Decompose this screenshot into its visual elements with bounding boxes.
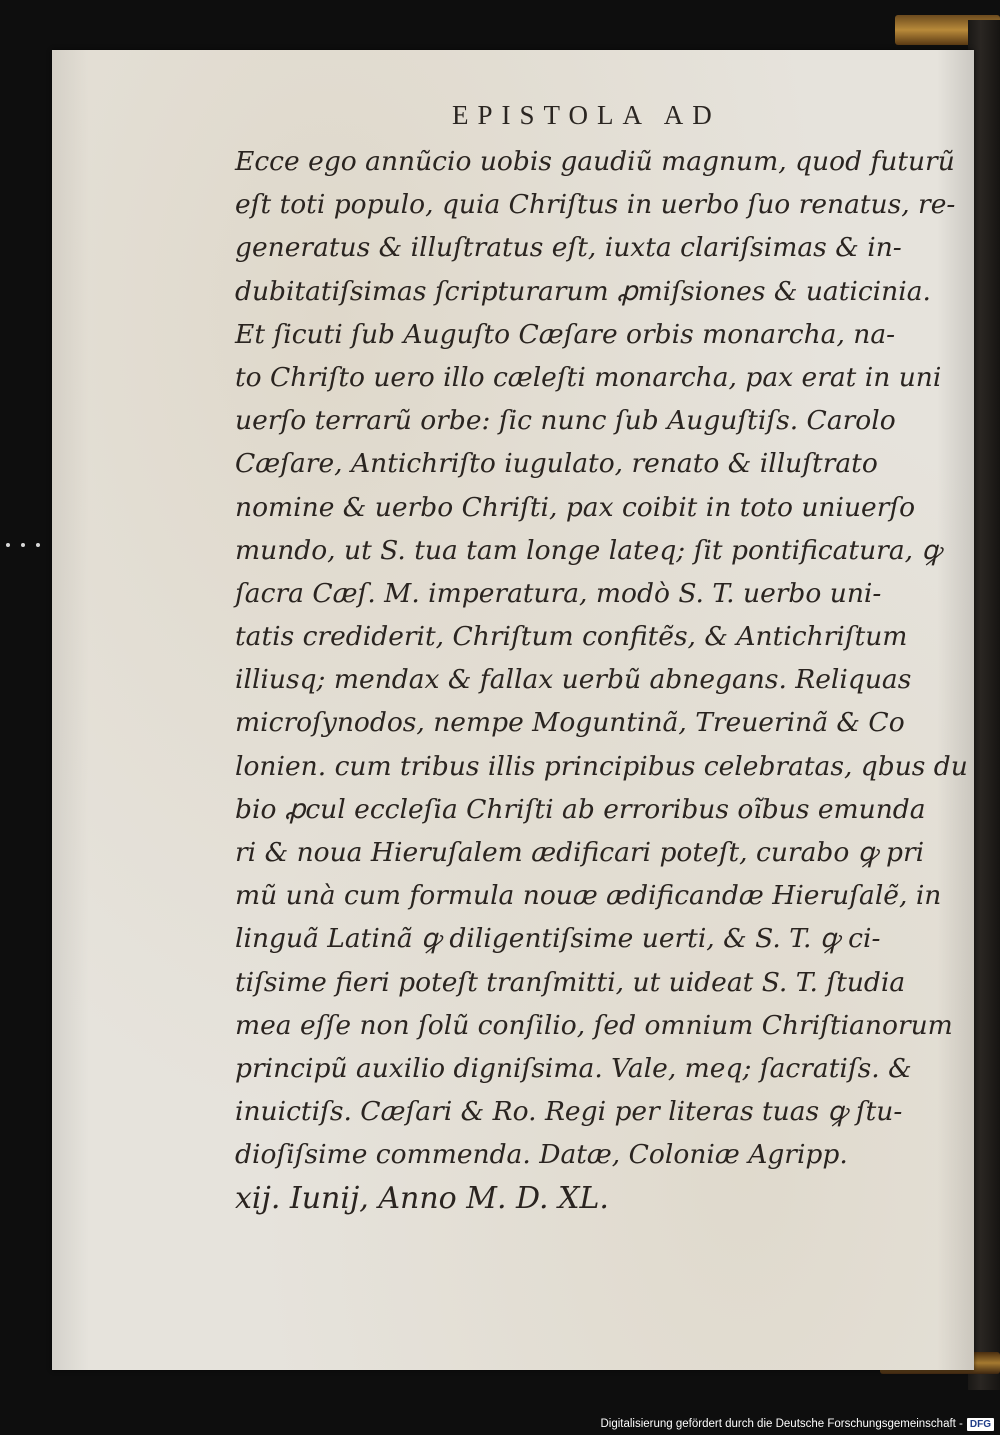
- text-line: ri & noua Hieruſalem ædificari poteſt, curabo ꝙ pri: [235, 837, 925, 868]
- text-line: dubitatiſsimas ſcripturarum ꝓmiſsiones & uaticinia.: [235, 275, 931, 307]
- text-line: mea eſſe non ſolũ conſilio, ſed omnium Chriſtianorum: [235, 1009, 953, 1041]
- text-line: mũ unà cum formula nouæ ædificandæ Hieruſalẽ, in: [235, 880, 942, 912]
- book-page: [52, 50, 974, 1370]
- text-line: Cæſare, Antichriſto iugulato, renato & illuſtrato: [235, 448, 878, 480]
- page-edge-dots: [0, 543, 50, 551]
- dot: [6, 543, 10, 547]
- text-line: ſacra Cæſ. M. imperatura, modò S. T. uerbo uni-: [235, 577, 882, 609]
- text-line-date: xij. Iunij, Anno M. D. XL.: [235, 1180, 609, 1216]
- text-line: dioſiſsime commenda. Datæ, Coloniæ Agripp.: [235, 1139, 848, 1171]
- text-line: microſynodos, nempe Moguntinã, Treuerinã & Co: [235, 707, 905, 739]
- text-line: lonien. cum tribus illis principibus celebratas, qbus du: [235, 750, 968, 782]
- dot: [21, 543, 25, 547]
- text-line: Ecce ego annũcio uobis gaudiũ magnum, quod futurũ: [235, 146, 955, 177]
- footer-credit-text: Digitalisierung gefördert durch die Deutsche Forschungsgemeinschaft -: [600, 1418, 963, 1430]
- text-line: to Chriſto uero illo cæleſti monarcha, pax erat in uni: [235, 361, 942, 393]
- text-line: generatus & illuſtratus eſt, iuxta clariſsimas & in-: [235, 232, 902, 264]
- dot: [36, 543, 40, 547]
- text-line: nomine & uerbo Chriſti, pax coibit in toto uniuerſo: [235, 491, 916, 523]
- text-line: linguã Latinã ꝙ diligentiſsime uerti, & S. T. ꝙ ci-: [235, 923, 881, 955]
- epistle-text: [235, 140, 968, 1220]
- text-line: bio ꝓcul eccleſia Chriſti ab erroribus oĩbus emunda: [235, 793, 926, 825]
- running-head: EPISTOLA AD: [452, 100, 721, 130]
- text-line: mundo, ut S. tua tam longe lateq; ſit pontificatura, ꝙ: [235, 534, 942, 566]
- footer-credit: [600, 1416, 994, 1432]
- text-line: eſt toti populo, quia Chriſtus in uerbo ſuo renatus, re-: [235, 189, 956, 221]
- text-line: illiusq; mendax & fallax uerbũ abnegans. Reliquas: [235, 664, 912, 696]
- text-line: tiſsime fieri poteſt tranſmitti, ut uideat S. T. ſtudia: [235, 966, 906, 998]
- dfg-logo[interactable]: DFG: [967, 1418, 994, 1431]
- text-line: tatis crediderit, Chriſtum confitẽs, & Antichriſtum: [235, 621, 908, 653]
- text-line: principũ auxilio digniſsima. Vale, meq; ſacratiſs. &: [235, 1052, 912, 1084]
- text-line: Et ſicuti ſub Auguſto Cæſare orbis monarcha, na-: [235, 318, 896, 350]
- text-line: uerſo terrarũ orbe: ſic nunc ſub Auguſtiſs. Carolo: [235, 405, 896, 437]
- text-line: inuictiſs. Cæſari & Ro. Regi per literas tuas ꝙ ſtu-: [235, 1096, 903, 1128]
